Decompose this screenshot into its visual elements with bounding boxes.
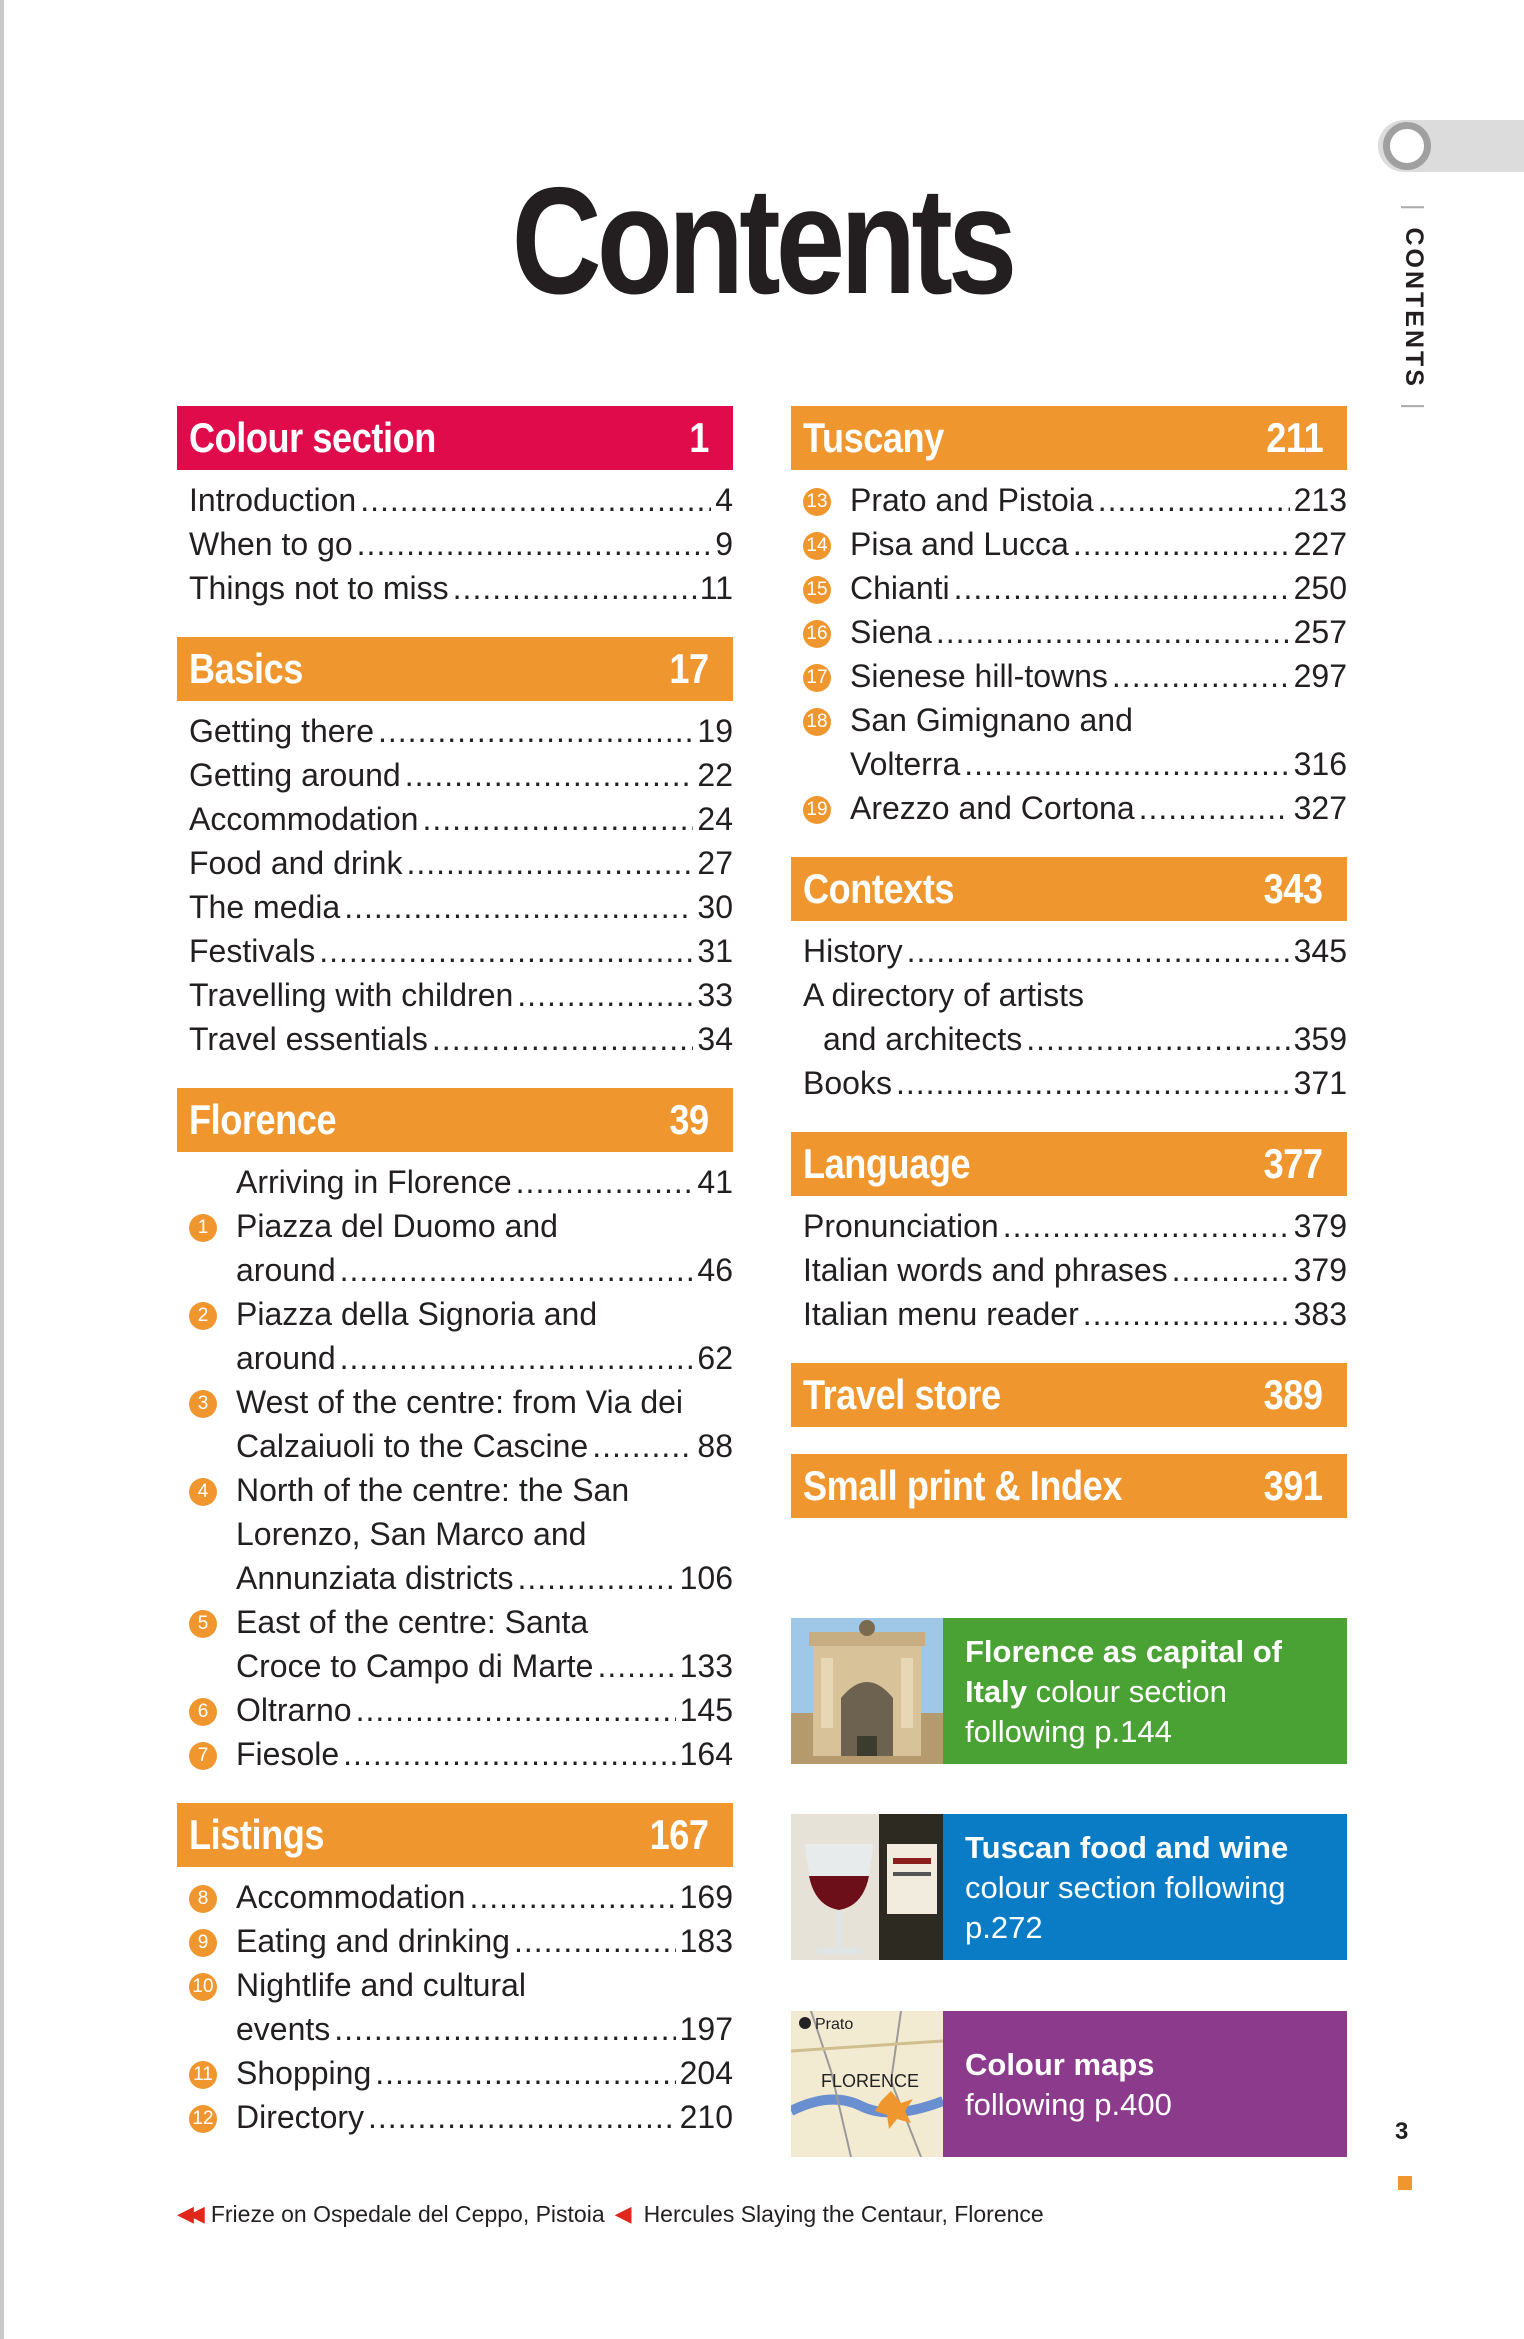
entry-label: Prato and Pistoia (850, 482, 1094, 518)
toc-entry[interactable] (803, 786, 1347, 830)
left-arrow-icon: ◀ (614, 2201, 632, 2226)
toc-entry[interactable] (189, 2007, 733, 2051)
toc-entry[interactable] (189, 1424, 733, 1468)
toc-entry[interactable] (803, 1061, 1347, 1105)
dot-leader (406, 841, 693, 885)
entry-page: 164 (679, 1736, 733, 1772)
dot-leader (954, 566, 1290, 610)
toc-entry[interactable] (189, 1600, 733, 1644)
toc-entry[interactable] (189, 1160, 733, 1204)
toc-entry[interactable] (803, 1204, 1347, 1248)
dot-leader (334, 2007, 675, 2051)
entry-label: History (803, 933, 903, 969)
entry-label: Pisa and Lucca (850, 526, 1069, 562)
section-title: Tuscany (803, 414, 944, 461)
toc-entry[interactable] (803, 929, 1347, 973)
toc-entry[interactable] (803, 654, 1347, 698)
wine-photo (791, 1814, 943, 1960)
dot-leader (964, 742, 1289, 786)
section-header[interactable] (791, 1132, 1347, 1196)
dot-leader (432, 1017, 694, 1061)
dot-leader (340, 1336, 694, 1380)
dot-leader (517, 973, 693, 1017)
entry-page: 19 (697, 713, 733, 749)
entry-page: 11 (699, 570, 733, 606)
toc-entry[interactable] (803, 698, 1347, 742)
toc-entry[interactable] (803, 1248, 1347, 1292)
entry-page: 30 (697, 889, 733, 925)
section-header[interactable] (177, 1088, 733, 1152)
entry-label: Fiesole (236, 1736, 340, 1772)
section-title: Colour section (189, 414, 436, 461)
section-page: 377 (1264, 1140, 1323, 1187)
dot-leader (356, 1688, 676, 1732)
svg-text:FLORENCE: FLORENCE (821, 2071, 920, 2091)
dot-leader (357, 522, 712, 566)
section-tuscany (791, 406, 1347, 830)
toc-entry[interactable] (803, 973, 1347, 1017)
entry-page: 41 (697, 1164, 733, 1200)
entry-page: 345 (1293, 933, 1347, 969)
dot-leader (1112, 654, 1290, 698)
toc-entry[interactable] (189, 1292, 733, 1336)
dot-leader (343, 1732, 675, 1776)
section-colour-section (177, 406, 733, 610)
entry-list (177, 701, 733, 1061)
entry-page: 257 (1293, 614, 1347, 650)
page-number: 3 (1395, 2118, 1409, 2145)
dot-leader (1003, 1204, 1290, 1248)
entry-label: Eating and drinking (236, 1923, 510, 1959)
section-page: 1 (689, 414, 709, 461)
entry-label: Arriving in Florence (236, 1164, 512, 1200)
toc-entry[interactable] (189, 2095, 733, 2139)
entry-label: Accommodation (189, 801, 419, 837)
toc-entry[interactable] (189, 1204, 733, 1248)
toc-entry[interactable] (189, 841, 733, 885)
entry-label: Getting there (189, 713, 374, 749)
left-column (177, 406, 733, 2139)
entry-page: 145 (679, 1692, 733, 1728)
toc-entry[interactable] (189, 1248, 733, 1292)
dot-leader (597, 1644, 675, 1688)
entry-page: 379 (1293, 1252, 1347, 1288)
section-page: 211 (1266, 414, 1323, 461)
entry-label: Festivals (189, 933, 316, 969)
entry-page: 379 (1293, 1208, 1347, 1244)
entry-label: Calzaiuoli to the Cascine (236, 1428, 589, 1464)
dot-leader (422, 797, 693, 841)
section-language (791, 1132, 1347, 1336)
dot-leader (1083, 1292, 1290, 1336)
dot-leader (340, 1248, 694, 1292)
entry-label: Nightlife and cultural (236, 1967, 526, 2003)
entry-label: Books (803, 1065, 892, 1101)
entry-label: Italian words and phrases (803, 1252, 1168, 1288)
entry-label: Directory (236, 2099, 365, 2135)
entry-label: When to go (189, 526, 353, 562)
entry-page: 297 (1293, 658, 1347, 694)
chapter-number-badge: 7 (189, 1742, 217, 1770)
dot-leader (516, 1160, 694, 1204)
page-marker (1398, 2176, 1412, 2190)
section-title: Travel store (803, 1371, 1001, 1418)
toc-entry[interactable] (189, 1963, 733, 2007)
svg-text:Prato: Prato (815, 2016, 854, 2033)
dot-leader (453, 566, 696, 610)
dot-leader (1172, 1248, 1290, 1292)
toc-entry[interactable] (803, 610, 1347, 654)
entry-label: Italian menu reader (803, 1296, 1079, 1332)
toc-entry[interactable] (189, 1512, 733, 1556)
entry-label: A directory of artists (803, 977, 1084, 1013)
entry-label: Volterra (850, 746, 961, 782)
section-header[interactable] (177, 406, 733, 470)
chapter-number-badge: 14 (803, 532, 831, 560)
toc-entry[interactable] (189, 1875, 733, 1919)
section-title: Florence (189, 1096, 337, 1143)
chapter-number-badge: 12 (189, 2105, 217, 2133)
feature-text: Tuscan food and wine colour section following p.272 (943, 1814, 1347, 1960)
entry-label: Siena (850, 614, 932, 650)
entry-page: 327 (1293, 790, 1347, 826)
entry-page: 250 (1293, 570, 1347, 606)
entry-page: 197 (679, 2011, 733, 2047)
feature-text: Colour maps following p.400 (943, 2011, 1347, 2157)
dot-leader (360, 478, 711, 522)
entry-page: 213 (1293, 482, 1347, 518)
entry-label: Piazza del Duomo and (236, 1208, 558, 1244)
toc-entry[interactable] (803, 478, 1347, 522)
entry-page: 183 (679, 1923, 733, 1959)
chapter-number-badge: 2 (189, 1302, 217, 1330)
section-header[interactable] (791, 1363, 1347, 1427)
caption-1: Frieze on Ospedale del Ceppo, Pistoia (210, 2200, 605, 2227)
right-column (791, 406, 1347, 1518)
toc-entry[interactable] (803, 566, 1347, 610)
toc-entry[interactable] (189, 1468, 733, 1512)
entry-label: Introduction (189, 482, 357, 518)
dot-leader (1098, 478, 1290, 522)
toc-entry[interactable] (189, 1688, 733, 1732)
section-page: 343 (1264, 865, 1323, 912)
entry-page: 46 (697, 1252, 733, 1288)
toc-entry[interactable] (189, 753, 733, 797)
section-header[interactable] (177, 637, 733, 701)
chapter-number-badge: 8 (189, 1885, 217, 1913)
section-contexts (791, 857, 1347, 1105)
entry-label: East of the centre: Santa (236, 1604, 589, 1640)
chapter-number-badge: 13 (803, 488, 831, 516)
entry-label: around (236, 1252, 336, 1288)
entry-page: 31 (697, 933, 733, 969)
side-section-label: | CONTENTS | (1400, 204, 1428, 413)
feature-florence-capital[interactable] (791, 1618, 1347, 1764)
dot-leader (1026, 1017, 1289, 1061)
entry-page: 27 (697, 845, 733, 881)
entry-label: Getting around (189, 757, 401, 793)
section-header[interactable] (791, 406, 1347, 470)
toc-entry[interactable] (189, 1556, 733, 1600)
dot-leader (1073, 522, 1290, 566)
entry-page: 204 (679, 2055, 733, 2091)
section-title: Contexts (803, 865, 955, 912)
feature-colour-maps[interactable] (791, 2011, 1347, 2157)
entry-page: 9 (715, 526, 733, 562)
chapter-number-badge: 15 (803, 576, 831, 604)
entry-label: San Gimignano and (850, 702, 1133, 738)
toc-entry[interactable] (803, 1292, 1347, 1336)
dot-leader (469, 1875, 675, 1919)
double-left-arrow-icon: ◀◀ (177, 2201, 199, 2226)
toc-entry[interactable] (189, 1919, 733, 1963)
chapter-number-badge: 1 (189, 1214, 217, 1242)
dot-leader (1139, 786, 1290, 830)
entry-label: North of the centre: the San (236, 1472, 630, 1508)
entry-page: 227 (1293, 526, 1347, 562)
dot-leader (896, 1061, 1290, 1105)
chapter-number-badge: 4 (189, 1478, 217, 1506)
chapter-number-badge: 10 (189, 1973, 217, 2001)
entry-list (791, 1196, 1347, 1336)
entry-label: Travel essentials (189, 1021, 428, 1057)
map-thumbnail (791, 2011, 943, 2157)
dot-leader (517, 1556, 675, 1600)
toc-entry[interactable] (189, 1336, 733, 1380)
section-page: 39 (669, 1096, 709, 1143)
entry-list (791, 470, 1347, 830)
entry-label: Things not to miss (189, 570, 449, 606)
entry-page: 210 (679, 2099, 733, 2135)
section-small-print-index (791, 1454, 1347, 1518)
caption-2: Hercules Slaying the Centaur, Florence (643, 2200, 1044, 2227)
entry-page: 359 (1293, 1021, 1347, 1057)
chapter-number-badge: 6 (189, 1698, 217, 1726)
entry-page: 316 (1293, 746, 1347, 782)
toc-entry[interactable] (189, 929, 733, 973)
toc-entry[interactable] (803, 1017, 1347, 1061)
section-page: 391 (1264, 1462, 1323, 1509)
toc-entry[interactable] (189, 709, 733, 753)
section-header[interactable] (177, 1803, 733, 1867)
chapter-number-badge: 17 (803, 664, 831, 692)
dot-leader (319, 929, 693, 973)
entry-label: Annunziata districts (236, 1560, 514, 1596)
entry-page: 106 (679, 1560, 733, 1596)
toc-entry[interactable] (803, 742, 1347, 786)
entry-page: 34 (697, 1021, 733, 1057)
entry-label: and architects (823, 1021, 1023, 1057)
section-header[interactable] (791, 857, 1347, 921)
dot-leader (592, 1424, 693, 1468)
toc-entry[interactable] (189, 1644, 733, 1688)
entry-page: 133 (679, 1648, 733, 1684)
entry-label: Croce to Campo di Marte (236, 1648, 594, 1684)
entry-list (791, 921, 1347, 1105)
dot-leader (378, 709, 693, 753)
arch-photo (791, 1618, 943, 1764)
entry-label: Shopping (236, 2055, 372, 2091)
section-title: Language (803, 1140, 971, 1187)
toc-entry[interactable] (189, 797, 733, 841)
section-page: 17 (669, 645, 709, 692)
page-edge (0, 0, 4, 2339)
dot-leader (375, 2051, 675, 2095)
section-basics (177, 637, 733, 1061)
chapter-number-badge: 19 (803, 796, 831, 824)
entry-page: 4 (715, 482, 733, 518)
entry-page: 24 (697, 801, 733, 837)
entry-label: Chianti (850, 570, 950, 606)
entry-label: Lorenzo, San Marco and (236, 1516, 587, 1552)
entry-page: 33 (697, 977, 733, 1013)
entry-label: Travelling with children (189, 977, 514, 1013)
entry-label: Accommodation (236, 1879, 466, 1915)
entry-label: Pronunciation (803, 1208, 999, 1244)
toc-entry[interactable] (189, 566, 733, 610)
toc-entry[interactable] (189, 1732, 733, 1776)
chapter-number-badge: 16 (803, 620, 831, 648)
entry-page: 371 (1293, 1065, 1347, 1101)
toc-entry[interactable] (189, 2051, 733, 2095)
chapter-number-badge: 5 (189, 1610, 217, 1638)
chapter-number-badge: 3 (189, 1390, 217, 1418)
feature-tuscan-food[interactable] (791, 1814, 1347, 1960)
toc-entry[interactable] (189, 1017, 733, 1061)
section-title: Listings (189, 1811, 325, 1858)
toc-entry[interactable] (189, 973, 733, 1017)
dot-leader (344, 885, 693, 929)
page-title: Contents (511, 156, 1013, 326)
section-listings (177, 1803, 733, 2139)
section-header[interactable] (791, 1454, 1347, 1518)
side-tab-circle-icon (1383, 122, 1431, 170)
chapter-number-badge: 9 (189, 1929, 217, 1957)
entry-list (177, 1152, 733, 1776)
toc-entry[interactable] (189, 1380, 733, 1424)
toc-entry[interactable] (189, 478, 733, 522)
feature-text: Florence as capital of Italy colour section following p.144 (943, 1618, 1347, 1764)
chapter-number-badge: 11 (189, 2061, 217, 2089)
section-page: 389 (1264, 1371, 1323, 1418)
entry-label: events (236, 2011, 331, 2047)
section-title: Small print & Index (803, 1462, 1122, 1509)
entry-label: The media (189, 889, 341, 925)
entry-page: 169 (679, 1879, 733, 1915)
entry-label: West of the centre: from Via dei (236, 1384, 684, 1420)
entry-label: Arezzo and Cortona (850, 790, 1135, 826)
entry-label: Oltrarno (236, 1692, 352, 1728)
dot-leader (907, 929, 1290, 973)
entry-label: Food and drink (189, 845, 403, 881)
toc-entry[interactable] (189, 885, 733, 929)
entry-page: 383 (1293, 1296, 1347, 1332)
dot-leader (514, 1919, 676, 1963)
entry-label: Sienese hill-towns (850, 658, 1108, 694)
toc-entry[interactable] (803, 522, 1347, 566)
entry-label: around (236, 1340, 336, 1376)
entry-label: Piazza della Signoria and (236, 1296, 598, 1332)
chapter-number-badge: 18 (803, 708, 831, 736)
photo-captions (177, 2196, 1044, 2232)
entry-page: 62 (697, 1340, 733, 1376)
dot-leader (936, 610, 1290, 654)
section-florence (177, 1088, 733, 1776)
entry-page: 88 (697, 1428, 733, 1464)
dot-leader (405, 753, 694, 797)
dot-leader (368, 2095, 676, 2139)
section-page: 167 (650, 1811, 709, 1858)
entry-list (177, 470, 733, 610)
entry-page: 22 (697, 757, 733, 793)
section-title: Basics (189, 645, 303, 692)
toc-entry[interactable] (189, 522, 733, 566)
section-travel-store (791, 1363, 1347, 1427)
entry-list (177, 1867, 733, 2139)
